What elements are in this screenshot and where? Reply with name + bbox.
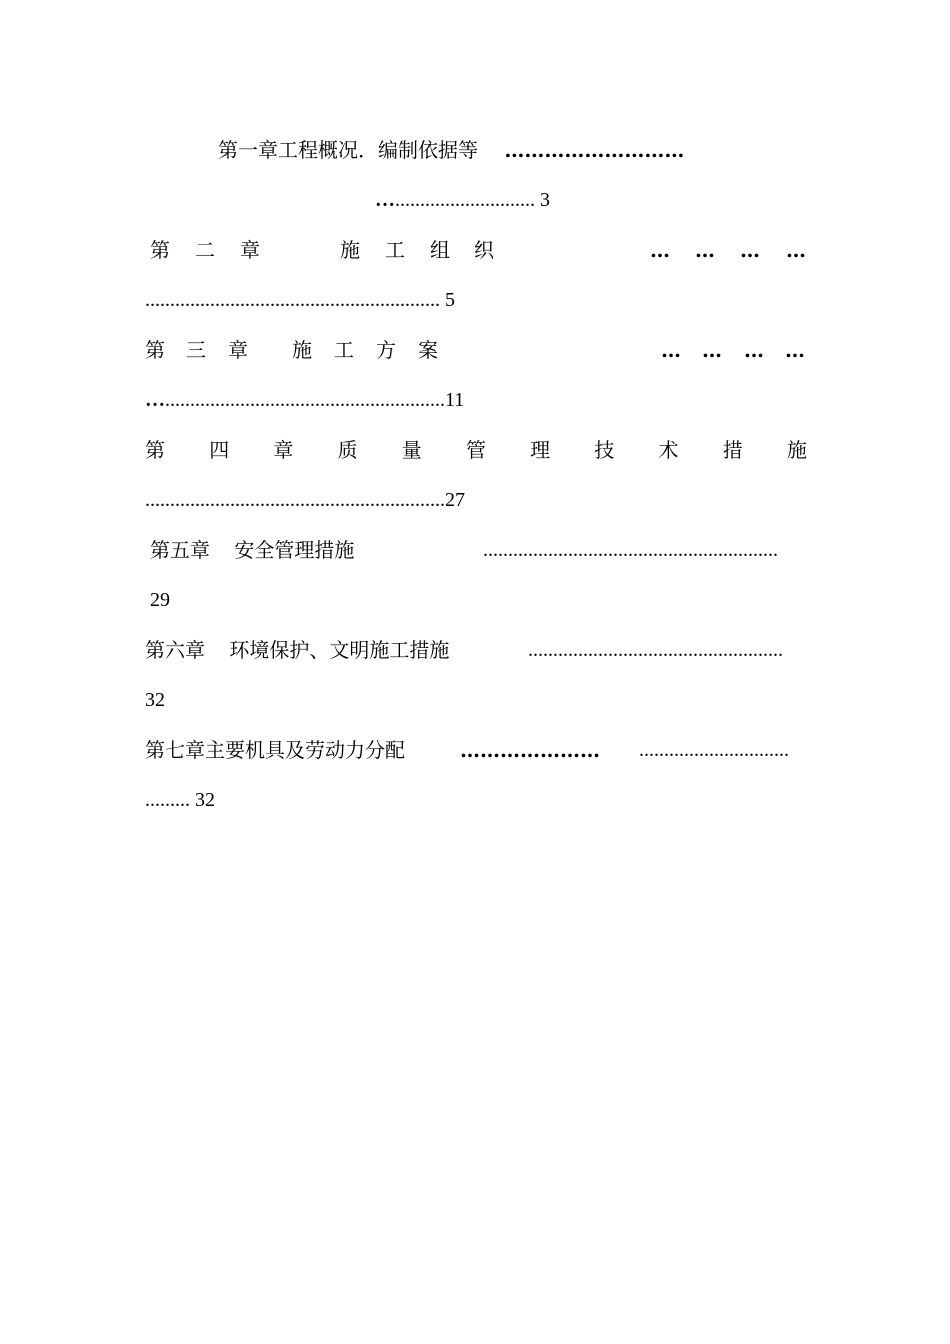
toc-entry-4-char: 管 xyxy=(465,438,486,462)
toc-entry-4-page: 27 xyxy=(445,489,465,511)
toc-entry-7-title: 第七章主要机具及劳动力分配 xyxy=(145,738,405,762)
toc-entry-2-dots: ........................................................... xyxy=(145,289,440,311)
toc-entry-6-page: 32 xyxy=(145,689,165,711)
toc-entry-2-leader: … xyxy=(740,238,760,262)
toc-entry-3-char: 三 xyxy=(186,338,206,362)
toc-entry-1-line1[interactable] xyxy=(218,136,684,164)
toc-entry-4-char: 理 xyxy=(530,438,551,462)
toc-entry-3-char: 方 xyxy=(376,338,396,362)
toc-entry-3-leader-2: … xyxy=(145,389,165,411)
toc-entry-6-line2[interactable] xyxy=(145,686,165,714)
toc-entry-4-char: 章 xyxy=(273,438,294,462)
toc-entry-4-char: 量 xyxy=(401,438,422,462)
toc-entry-3-line2[interactable] xyxy=(145,386,464,414)
toc-entry-1-leader: ……………………… xyxy=(504,138,685,162)
toc-entry-7-page: 32 xyxy=(195,789,215,811)
toc-entry-3-dots: ........................................................ xyxy=(165,389,445,411)
toc-entry-3-char: 案 xyxy=(418,338,438,362)
toc-entry-5-line2[interactable] xyxy=(150,586,170,614)
toc-entry-1-line2[interactable] xyxy=(375,186,550,214)
toc-entry-7-dots-2: ......... xyxy=(145,789,190,811)
toc-entry-5-line1[interactable] xyxy=(150,536,815,564)
toc-entry-2-line2[interactable] xyxy=(145,286,455,314)
toc-entry-7-line2[interactable] xyxy=(145,786,215,814)
toc-entry-5-title: 安全管理措施 xyxy=(234,538,355,562)
toc-entry-4-line1[interactable] xyxy=(145,436,807,464)
toc-entry-3-leader: … xyxy=(661,338,681,362)
toc-entry-2-leader: … xyxy=(650,238,670,262)
toc-entry-3-leader: … xyxy=(744,338,764,362)
toc-entry-5-chapter: 第五章 xyxy=(150,538,210,562)
toc-entry-3-leader: … xyxy=(702,338,722,362)
toc-entry-7-leader: ………………… xyxy=(460,738,600,762)
toc-entry-6-chapter: 第六章 xyxy=(145,638,205,662)
toc-entry-4-char: 术 xyxy=(658,438,679,462)
toc-entry-2-leader: … xyxy=(695,238,715,262)
toc-entry-1-dots: ............................ xyxy=(395,189,535,211)
toc-entry-3-char: 章 xyxy=(228,338,248,362)
toc-entry-1-page: 3 xyxy=(540,189,550,211)
toc-entry-6-dots: ................................................... xyxy=(528,639,783,661)
toc-entry-4-char: 措 xyxy=(722,438,743,462)
toc-entry-2-char: 组 xyxy=(430,238,450,262)
toc-entry-1-title: 第一章工程概况．编制依据等 xyxy=(218,138,478,162)
toc-entry-1-leader-2: … xyxy=(375,189,395,211)
toc-entry-2-char: 二 xyxy=(195,238,215,262)
toc-entry-4-char: 质 xyxy=(337,438,358,462)
toc-entry-4-char: 技 xyxy=(594,438,615,462)
toc-entry-3-char: 第 xyxy=(145,338,165,362)
toc-entry-4-dots: ............................................................ xyxy=(145,489,445,511)
toc-entry-2-page: 5 xyxy=(445,289,455,311)
toc-entry-4-line2[interactable] xyxy=(145,486,465,514)
toc-entry-2-char: 第 xyxy=(150,238,170,262)
toc-entry-6-title: 环境保护、文明施工措施 xyxy=(229,638,450,662)
toc-entry-2-leader: … xyxy=(786,238,806,262)
toc-entry-4-char: 四 xyxy=(209,438,230,462)
toc-entry-5-dots: ........................................................... xyxy=(483,539,778,561)
toc-entry-3-char: 工 xyxy=(334,338,354,362)
toc-entry-3-char: 施 xyxy=(292,338,312,362)
toc-entry-3-page: 11 xyxy=(445,389,465,411)
toc-entry-7-line1[interactable] xyxy=(145,736,810,764)
toc-entry-2-char: 施 xyxy=(340,238,360,262)
toc-entry-5-page: 29 xyxy=(150,589,170,611)
toc-entry-2-char: 章 xyxy=(240,238,260,262)
toc-entry-2-char: 织 xyxy=(474,238,494,262)
toc-entry-7-dots: .............................. xyxy=(639,739,789,761)
toc-entry-6-line1[interactable] xyxy=(145,636,815,664)
toc-entry-3-leader: … xyxy=(785,338,805,362)
toc-entry-4-char: 第 xyxy=(145,438,165,462)
toc-entry-2-char: 工 xyxy=(385,238,405,262)
toc-entry-4-char: 施 xyxy=(786,438,807,462)
